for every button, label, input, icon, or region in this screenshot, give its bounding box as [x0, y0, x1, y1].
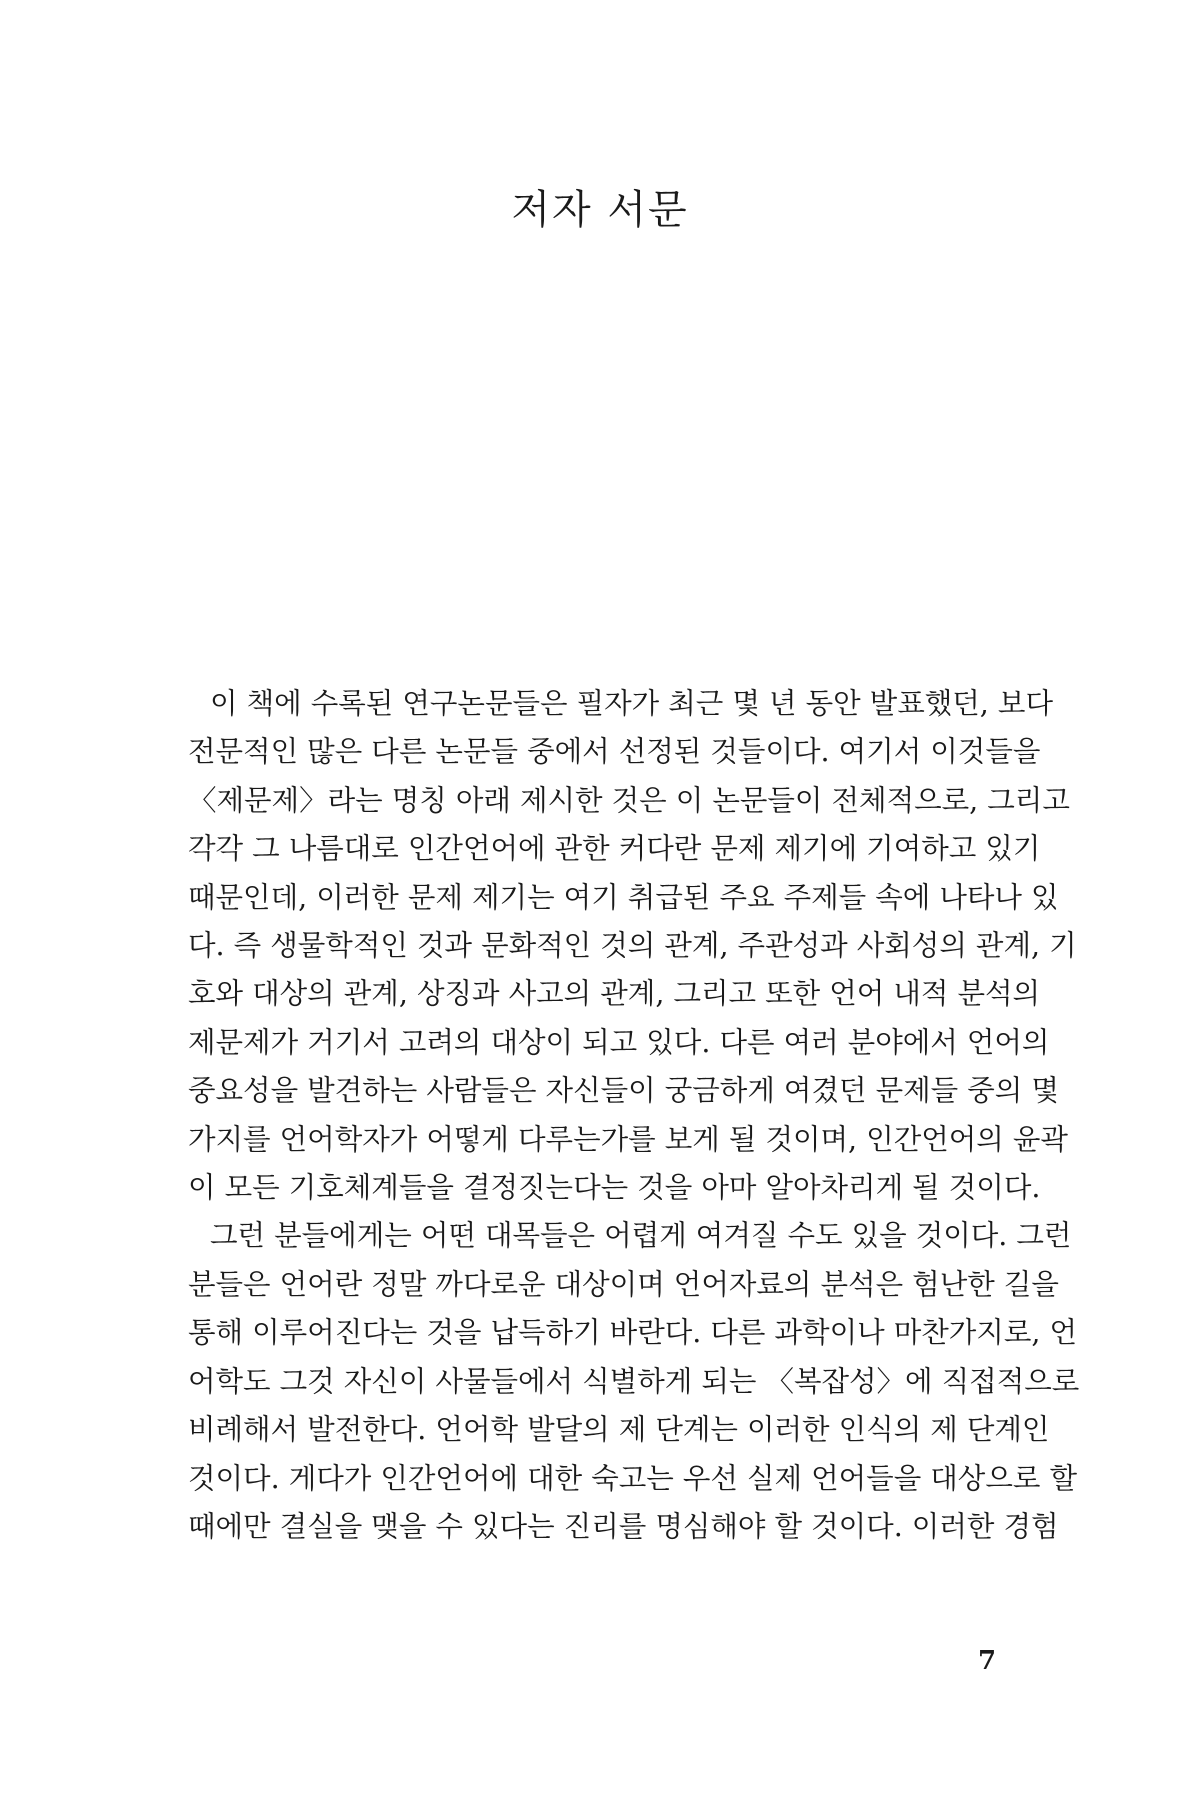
text-line: 어학도 그것 자신이 사물들에서 식별하게 되는 〈복잡성〉에 직접적으로: [188, 1364, 1080, 1398]
text-line: 중요성을 발견하는 사람들은 자신들이 궁금하게 여겼던 문제들 중의 몇: [188, 1074, 1059, 1108]
text-line: 분들은 언어란 정말 까다로운 대상이며 언어자료의 분석은 험난한 길을: [188, 1267, 1059, 1301]
text-line: 이 책에 수록된 연구논문들은 필자가 최근 몇 년 동안 발표했던, 보다: [210, 687, 1053, 720]
text-line: 〈제문제〉라는 명칭 아래 제시한 것은 이 논문들이 전체적으로, 그리고: [188, 783, 1070, 817]
page-title: 저자 서문: [511, 187, 689, 233]
text-line: 가지를 언어학자가 어떻게 다루는가를 보게 될 것이며, 인간언어의 윤곽: [188, 1122, 1068, 1156]
text-line: 통해 이루어진다는 것을 납득하기 바란다. 다른 과학이나 마찬가지로, 언: [188, 1316, 1077, 1350]
page-number: 7: [978, 1646, 997, 1676]
text-line: 각각 그 나름대로 인간언어에 관한 커다란 문제 제기에 기여하고 있기: [188, 832, 1041, 866]
text-line: 이 모든 기호체계들을 결정짓는다는 것을 아마 알아차리게 될 것이다.: [188, 1171, 1041, 1205]
body-text: [166, 680, 1080, 1551]
text-line: 제문제가 거기서 고려의 대상이 되고 있다. 다른 여러 분야에서 언어의: [188, 1025, 1050, 1059]
paragraph-1: [166, 680, 1077, 1212]
text-line: 다. 즉 생물학적인 것과 문화적인 것의 관계, 주관성과 사회성의 관계, 기: [188, 929, 1077, 963]
text-line: 때문인데, 이러한 문제 제기는 여기 취급된 주요 주제들 속에 나타나 있: [188, 880, 1059, 914]
text-line: 전문적인 많은 다른 논문들 중에서 선정된 것들이다. 여기서 이것들을: [188, 735, 1041, 769]
text-line: 때에만 결실을 맺을 수 있다는 진리를 명심해야 할 것이다. 이러한 경험: [188, 1509, 1059, 1543]
text-line: 호와 대상의 관계, 상징과 사고의 관계, 그리고 또한 언어 내적 분석의: [188, 977, 1041, 1011]
text-line: 그런 분들에게는 어떤 대목들은 어렵게 여겨질 수도 있을 것이다. 그런: [210, 1219, 1072, 1253]
text-line: 것이다. 게다가 인간언어에 대한 숙고는 우선 실제 언어들을 대상으로 할: [188, 1461, 1077, 1495]
text-line: 비례해서 발전한다. 언어학 발달의 제 단계는 이러한 인식의 제 단계인: [188, 1413, 1050, 1447]
paragraph-2: [166, 1212, 1080, 1551]
